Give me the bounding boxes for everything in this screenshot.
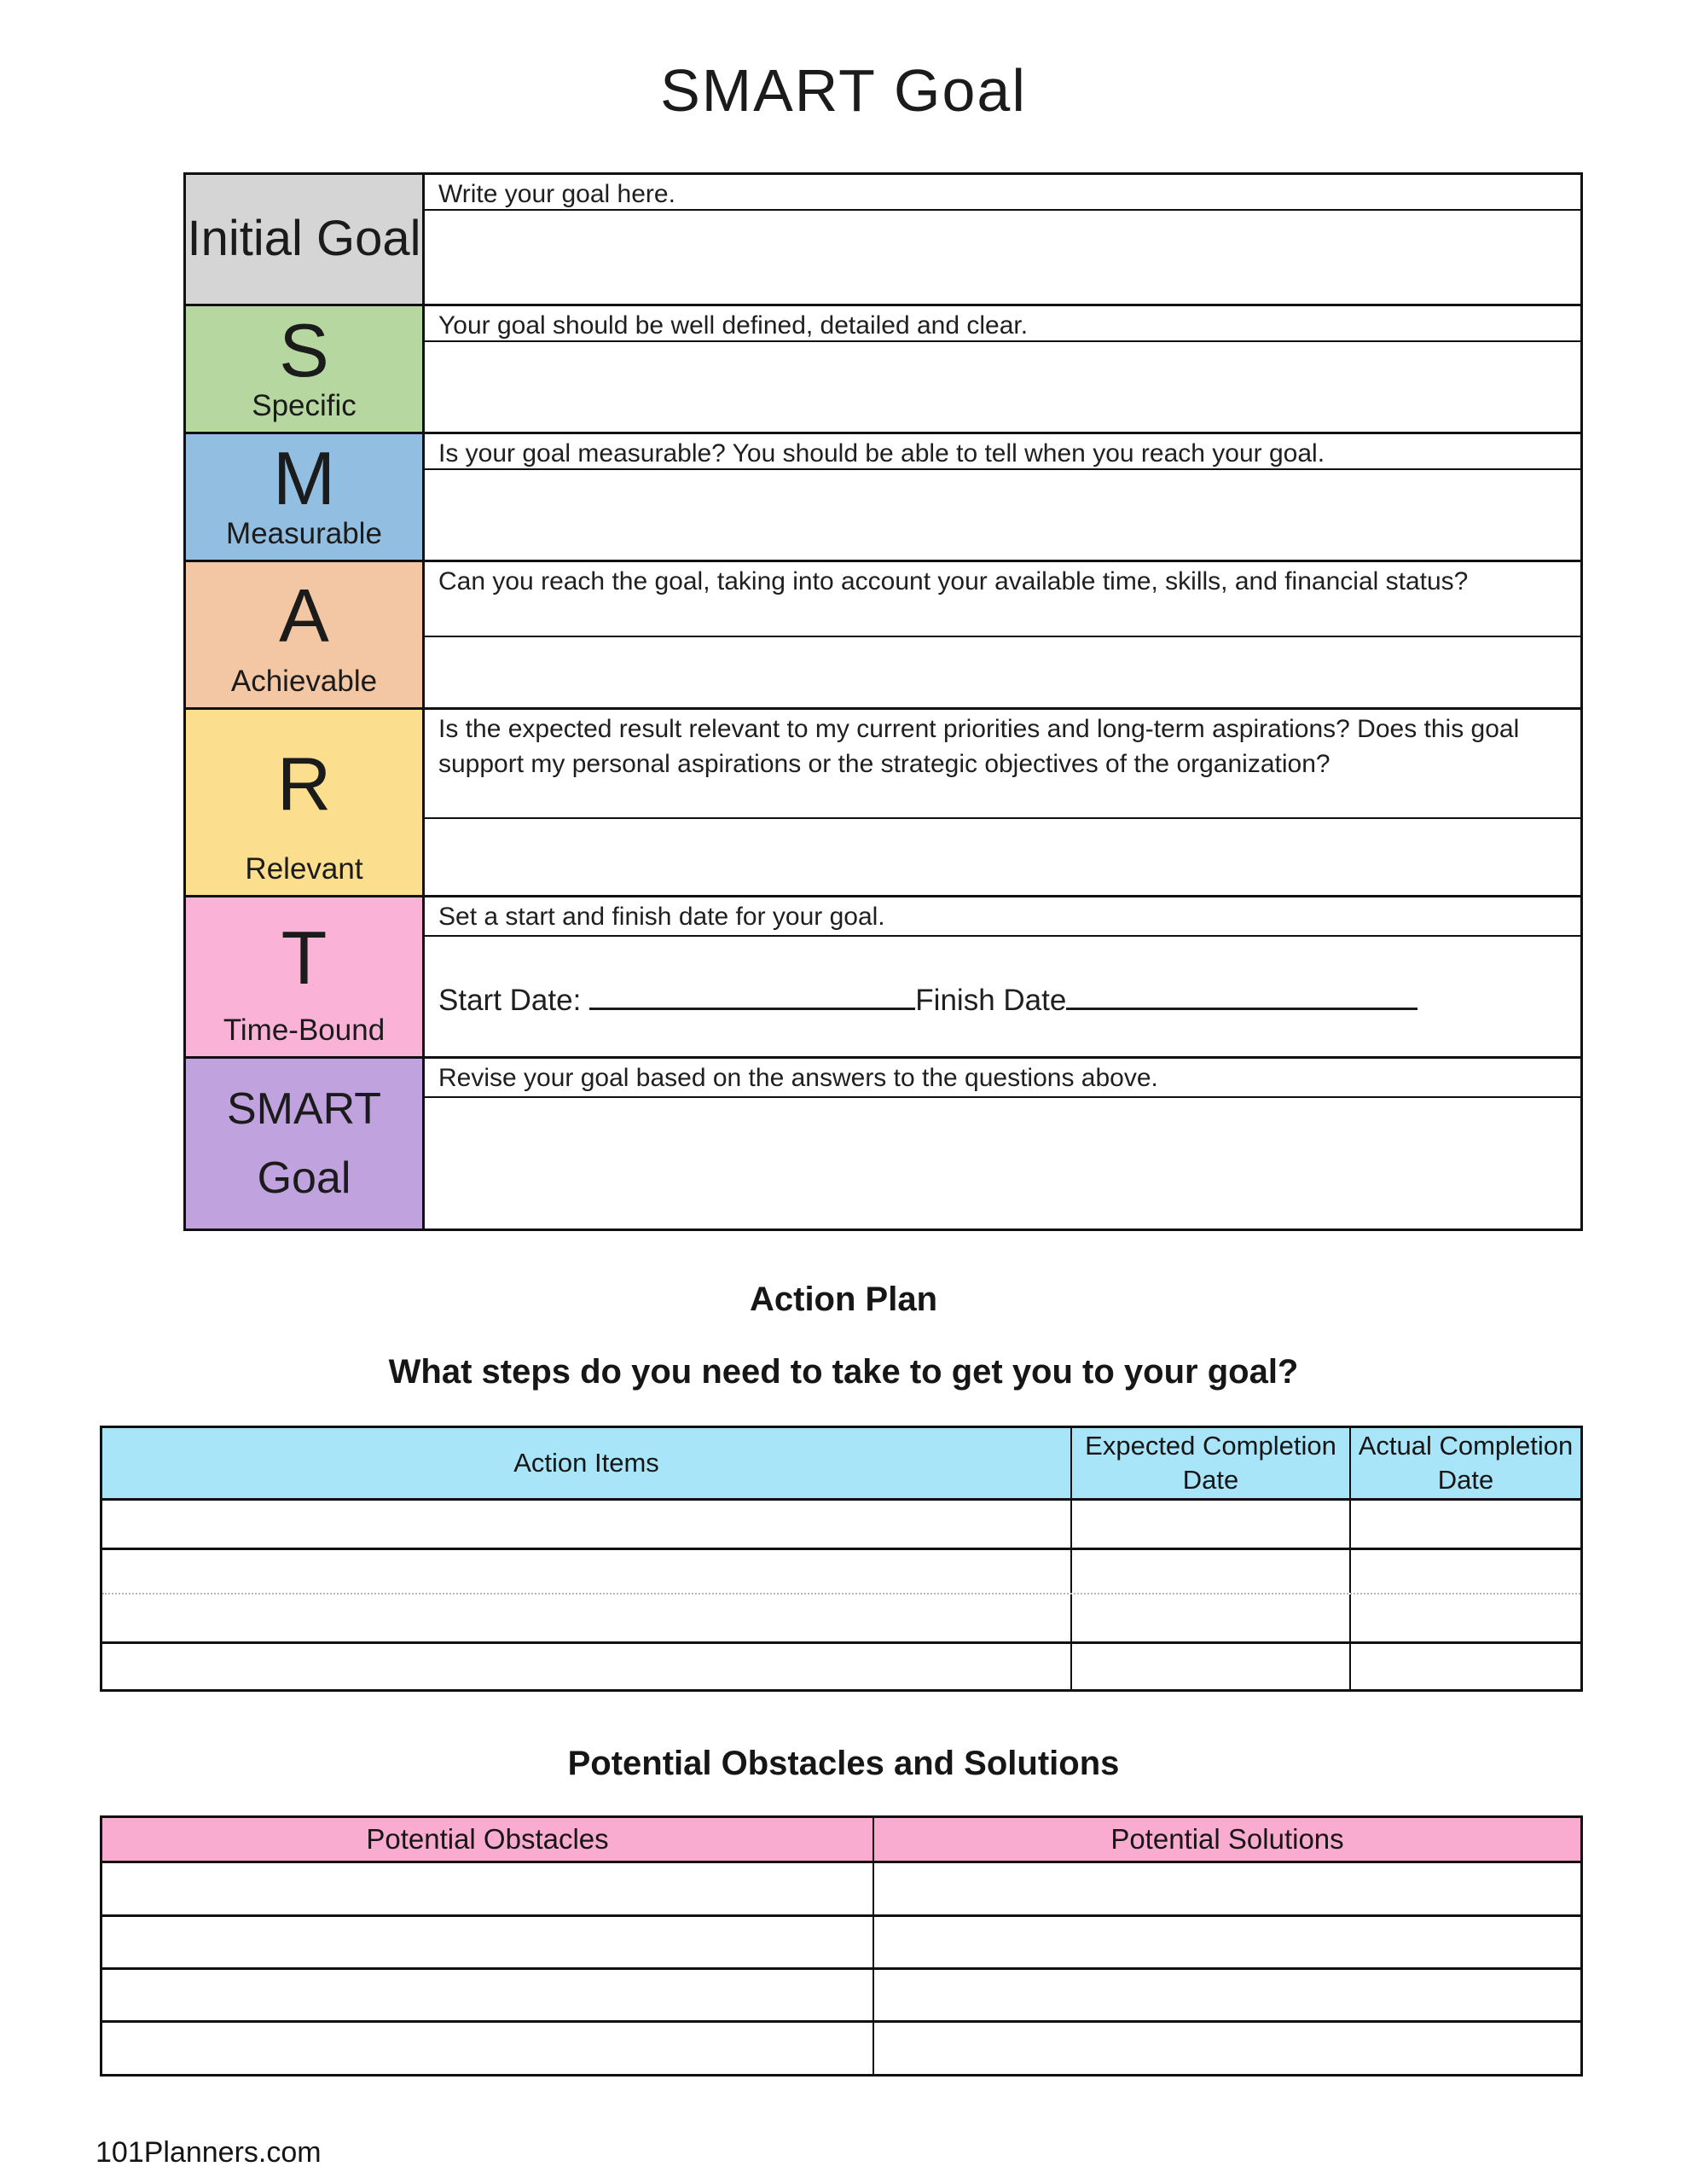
specific-answer-area[interactable] xyxy=(425,342,1580,432)
smart-goal-header-cell xyxy=(186,1059,425,1228)
action-plan-row-2 xyxy=(102,1593,1580,1641)
time-bound-header-cell xyxy=(186,897,425,1056)
relevant-label: Relevant xyxy=(245,852,363,886)
action-plan-row-0 xyxy=(102,1498,1580,1548)
achievable-label: Achievable xyxy=(230,665,378,698)
specific-content-cell xyxy=(425,306,1580,432)
initial-goal-content-cell xyxy=(425,175,1580,304)
smart-table-row-measurable xyxy=(186,432,1580,560)
action-plan-column-header-1: Expected Completion Date xyxy=(1070,1428,1349,1498)
action-plan-row-1 xyxy=(102,1548,1580,1593)
action-plan-question: What steps do you need to take to get you to your goal? xyxy=(388,1353,1299,1391)
achievable-answer-area[interactable] xyxy=(425,637,1580,707)
finish-date-label: Finish Date xyxy=(915,984,1067,1017)
action-plan-cell-2-0[interactable] xyxy=(102,1594,1070,1641)
time-bound-date-line xyxy=(438,981,1580,1018)
page-title: SMART Goal xyxy=(660,57,1027,124)
specific-letter: S xyxy=(279,307,329,392)
action-plan-column-header-2: Actual Completion Date xyxy=(1349,1428,1580,1498)
smart-goal-content-cell xyxy=(425,1059,1580,1228)
finish-date-input-line[interactable] xyxy=(1066,981,1417,1010)
obstacles-row-0 xyxy=(102,1861,1580,1914)
obstacles-row-2 xyxy=(102,1967,1580,2020)
action-plan-cell-1-1[interactable] xyxy=(1070,1550,1349,1593)
smart-goal-table xyxy=(183,172,1583,1231)
time-bound-answer-area[interactable] xyxy=(425,1018,1580,1056)
relevant-header-cell xyxy=(186,710,425,895)
footer-site-name: 101Planners.com xyxy=(96,2136,322,2169)
smart-table-row-initial-goal xyxy=(186,175,1580,304)
smart-goal-answer-area[interactable] xyxy=(425,1098,1580,1228)
obstacles-cell-2-0[interactable] xyxy=(102,1970,872,2020)
smart-table-row-specific xyxy=(186,304,1580,432)
time-bound-content-cell xyxy=(425,897,1580,1056)
specific-prompt: Your goal should be well defined, detailed and clear. xyxy=(425,306,1580,342)
action-plan-header-row xyxy=(102,1428,1580,1498)
obstacles-heading: Potential Obstacles and Solutions xyxy=(567,1745,1120,1782)
obstacles-cell-0-0[interactable] xyxy=(102,1863,872,1914)
smart-goal-label: SMART Goal xyxy=(226,1083,382,1203)
action-plan-cell-0-1[interactable] xyxy=(1070,1501,1349,1548)
achievable-header-cell xyxy=(186,562,425,707)
achievable-prompt: Can you reach the goal, taking into account your available time, skills, and financial status? xyxy=(425,562,1580,637)
measurable-answer-area[interactable] xyxy=(425,470,1580,560)
smart-table-row-time-bound xyxy=(186,895,1580,1056)
relevant-content-cell xyxy=(425,710,1580,895)
smart-table-row-smart-goal xyxy=(186,1056,1580,1228)
measurable-content-cell xyxy=(425,434,1580,560)
start-date-input-line[interactable] xyxy=(589,981,915,1010)
initial-goal-answer-area[interactable] xyxy=(425,211,1580,304)
action-plan-cell-2-2[interactable] xyxy=(1349,1594,1580,1641)
action-plan-cell-3-0[interactable] xyxy=(102,1644,1070,1689)
obstacles-cell-0-1[interactable] xyxy=(872,1863,1580,1914)
obstacles-cell-3-1[interactable] xyxy=(872,2023,1580,2074)
action-plan-cell-0-2[interactable] xyxy=(1349,1501,1580,1548)
obstacles-cell-1-0[interactable] xyxy=(102,1917,872,1967)
specific-label: Specific xyxy=(252,389,357,422)
action-plan-cell-3-2[interactable] xyxy=(1349,1644,1580,1689)
action-plan-cell-1-0[interactable] xyxy=(102,1550,1070,1593)
obstacles-column-header-0: Potential Obstacles xyxy=(102,1818,872,1861)
obstacles-row-1 xyxy=(102,1914,1580,1967)
smart-goal-prompt: Revise your goal based on the answers to the questions above. xyxy=(425,1059,1580,1098)
obstacles-header-row xyxy=(102,1818,1580,1861)
specific-header-cell xyxy=(186,306,425,432)
obstacles-row-3 xyxy=(102,2020,1580,2074)
initial-goal-prompt: Write your goal here. xyxy=(425,175,1580,211)
start-date-label: Start Date: xyxy=(438,984,582,1017)
achievable-content-cell xyxy=(425,562,1580,707)
smart-table-row-achievable xyxy=(186,560,1580,707)
relevant-answer-area[interactable] xyxy=(425,819,1580,895)
initial-goal-header-cell xyxy=(186,175,425,304)
obstacles-solutions-table xyxy=(100,1815,1583,2077)
action-plan-row-3 xyxy=(102,1641,1580,1689)
relevant-letter: R xyxy=(276,741,332,826)
measurable-header-cell xyxy=(186,434,425,560)
time-bound-prompt: Set a start and finish date for your goal. xyxy=(425,897,1580,937)
measurable-letter: M xyxy=(272,435,336,520)
smart-table-row-relevant xyxy=(186,707,1580,895)
initial-goal-label: Initial Goal xyxy=(187,211,421,267)
relevant-prompt: Is the expected result relevant to my current priorities and long-term aspirations? Does this goal support my personal aspirations or the strategic objectives of the organization? xyxy=(425,710,1580,819)
obstacles-cell-1-1[interactable] xyxy=(872,1917,1580,1967)
achievable-letter: A xyxy=(279,573,329,658)
action-plan-cell-0-0[interactable] xyxy=(102,1501,1070,1548)
measurable-label: Measurable xyxy=(226,517,382,550)
measurable-prompt: Is your goal measurable? You should be able to tell when you reach your goal. xyxy=(425,434,1580,470)
obstacles-cell-3-0[interactable] xyxy=(102,2023,872,2074)
action-plan-heading: Action Plan xyxy=(749,1281,938,1318)
action-plan-table xyxy=(100,1426,1583,1692)
action-plan-cell-1-2[interactable] xyxy=(1349,1550,1580,1593)
action-plan-column-header-0: Action Items xyxy=(102,1428,1070,1498)
action-plan-cell-3-1[interactable] xyxy=(1070,1644,1349,1689)
time-bound-letter: T xyxy=(281,915,328,1000)
time-bound-label: Time-Bound xyxy=(223,1014,386,1047)
obstacles-cell-2-1[interactable] xyxy=(872,1970,1580,2020)
action-plan-cell-2-1[interactable] xyxy=(1070,1594,1349,1641)
obstacles-column-header-1: Potential Solutions xyxy=(872,1818,1580,1861)
